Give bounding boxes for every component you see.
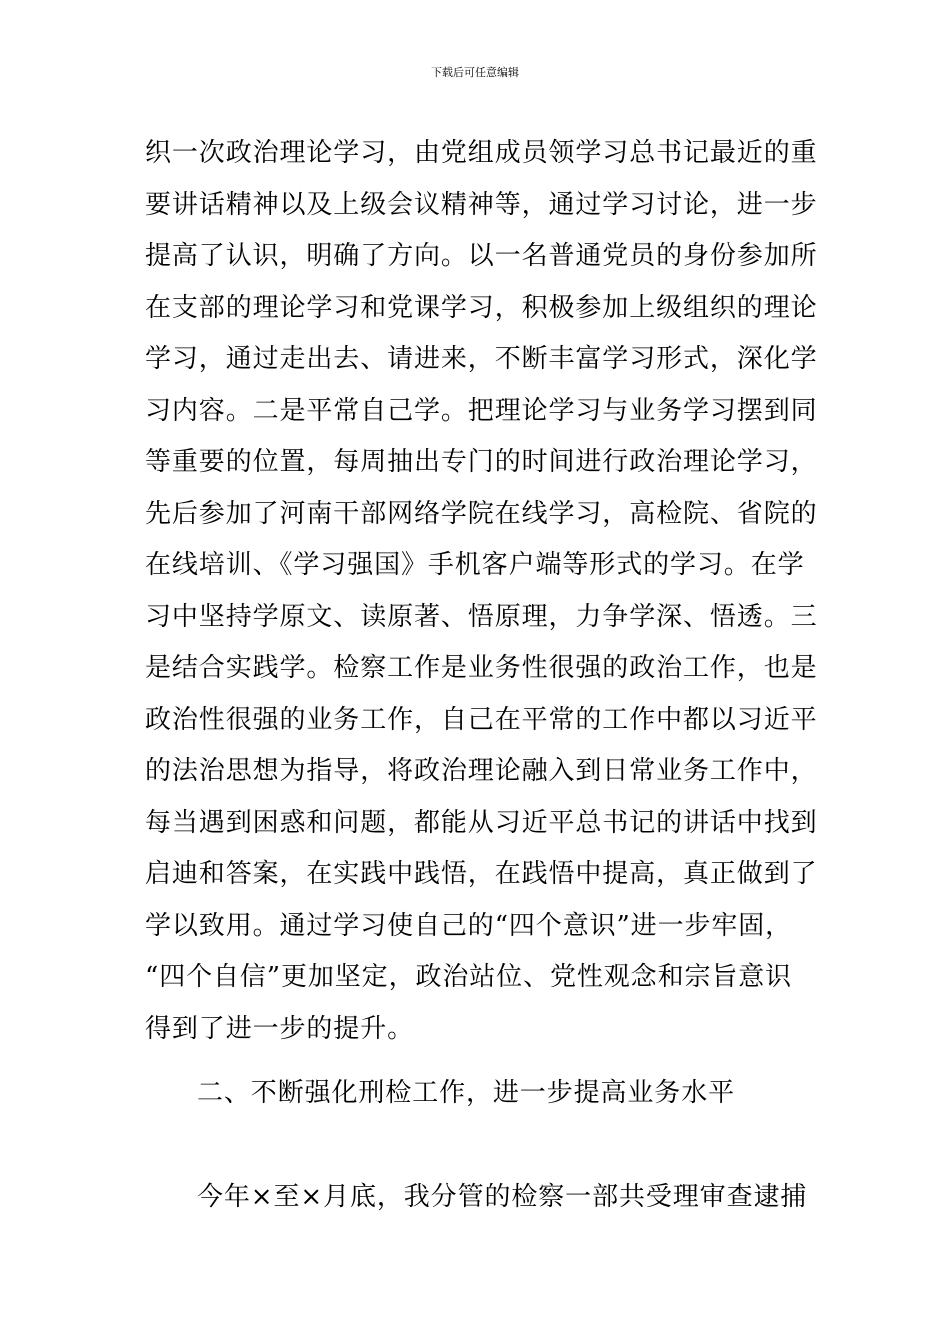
text-line: 织一次政治理论学习，由党组成员领学习总书记最近的重 — [145, 138, 818, 168]
text-line: 等重要的位置，每周抽出专门的时间进行政治理论学习， — [145, 447, 818, 477]
text-line: 是结合实践学。检察工作是业务性很强的政治工作，也是 — [145, 653, 818, 683]
text-line: 提高了认识，明确了方向。以一名普通党员的身份参加所 — [145, 241, 818, 271]
paragraph-first-line: 今年×至×月底，我分管的检察一部共受理审查逮捕 — [197, 1182, 808, 1212]
text-line: 每当遇到困惑和问题，都能从习近平总书记的讲话中找到 — [145, 807, 818, 838]
text-line: “四个自信”更加坚定，政治站位、党性观念和宗旨意识 — [145, 962, 793, 992]
text-line: 学以致用。通过学习使自己的“四个意识”进一步牢固， — [145, 910, 793, 941]
body-paragraph — [145, 128, 818, 1055]
text-line: 先后参加了河南干部网络学院在线学习，高检院、省院的 — [145, 498, 818, 529]
text-line: 要讲话精神以及上级会议精神等，通过学习讨论，进一步 — [145, 189, 818, 220]
text-line: 在支部的理论学习和党课学习，积极参加上级组织的理论 — [145, 292, 818, 323]
text-line: 学习，通过走出去、请进来，不断丰富学习形式，深化学 — [145, 344, 818, 374]
text-line: 习内容。二是平常自己学。把理论学习与业务学习摆到同 — [145, 395, 818, 426]
text-line: 在线培训、《学习强国》手机客户端等形式的学习。在学 — [145, 550, 805, 580]
text-line: 启迪和答案，在实践中践悟，在践悟中提高，真正做到了 — [145, 859, 818, 889]
page-header: 下载后可任意编辑 — [431, 66, 519, 79]
text-line: 习中坚持学原文、读原著、悟原理，力争学深、悟透。三 — [145, 601, 818, 632]
text-line: 政治性很强的业务工作，自己在平常的工作中都以习近平 — [145, 704, 818, 735]
text-line: 的法治思想为指导，将政治理论融入到日常业务工作中， — [145, 756, 818, 786]
text-line: 得到了进一步的提升。 — [145, 1013, 415, 1044]
section-heading: 二、不断强化刑检工作，进一步提高业务水平 — [197, 1078, 736, 1108]
